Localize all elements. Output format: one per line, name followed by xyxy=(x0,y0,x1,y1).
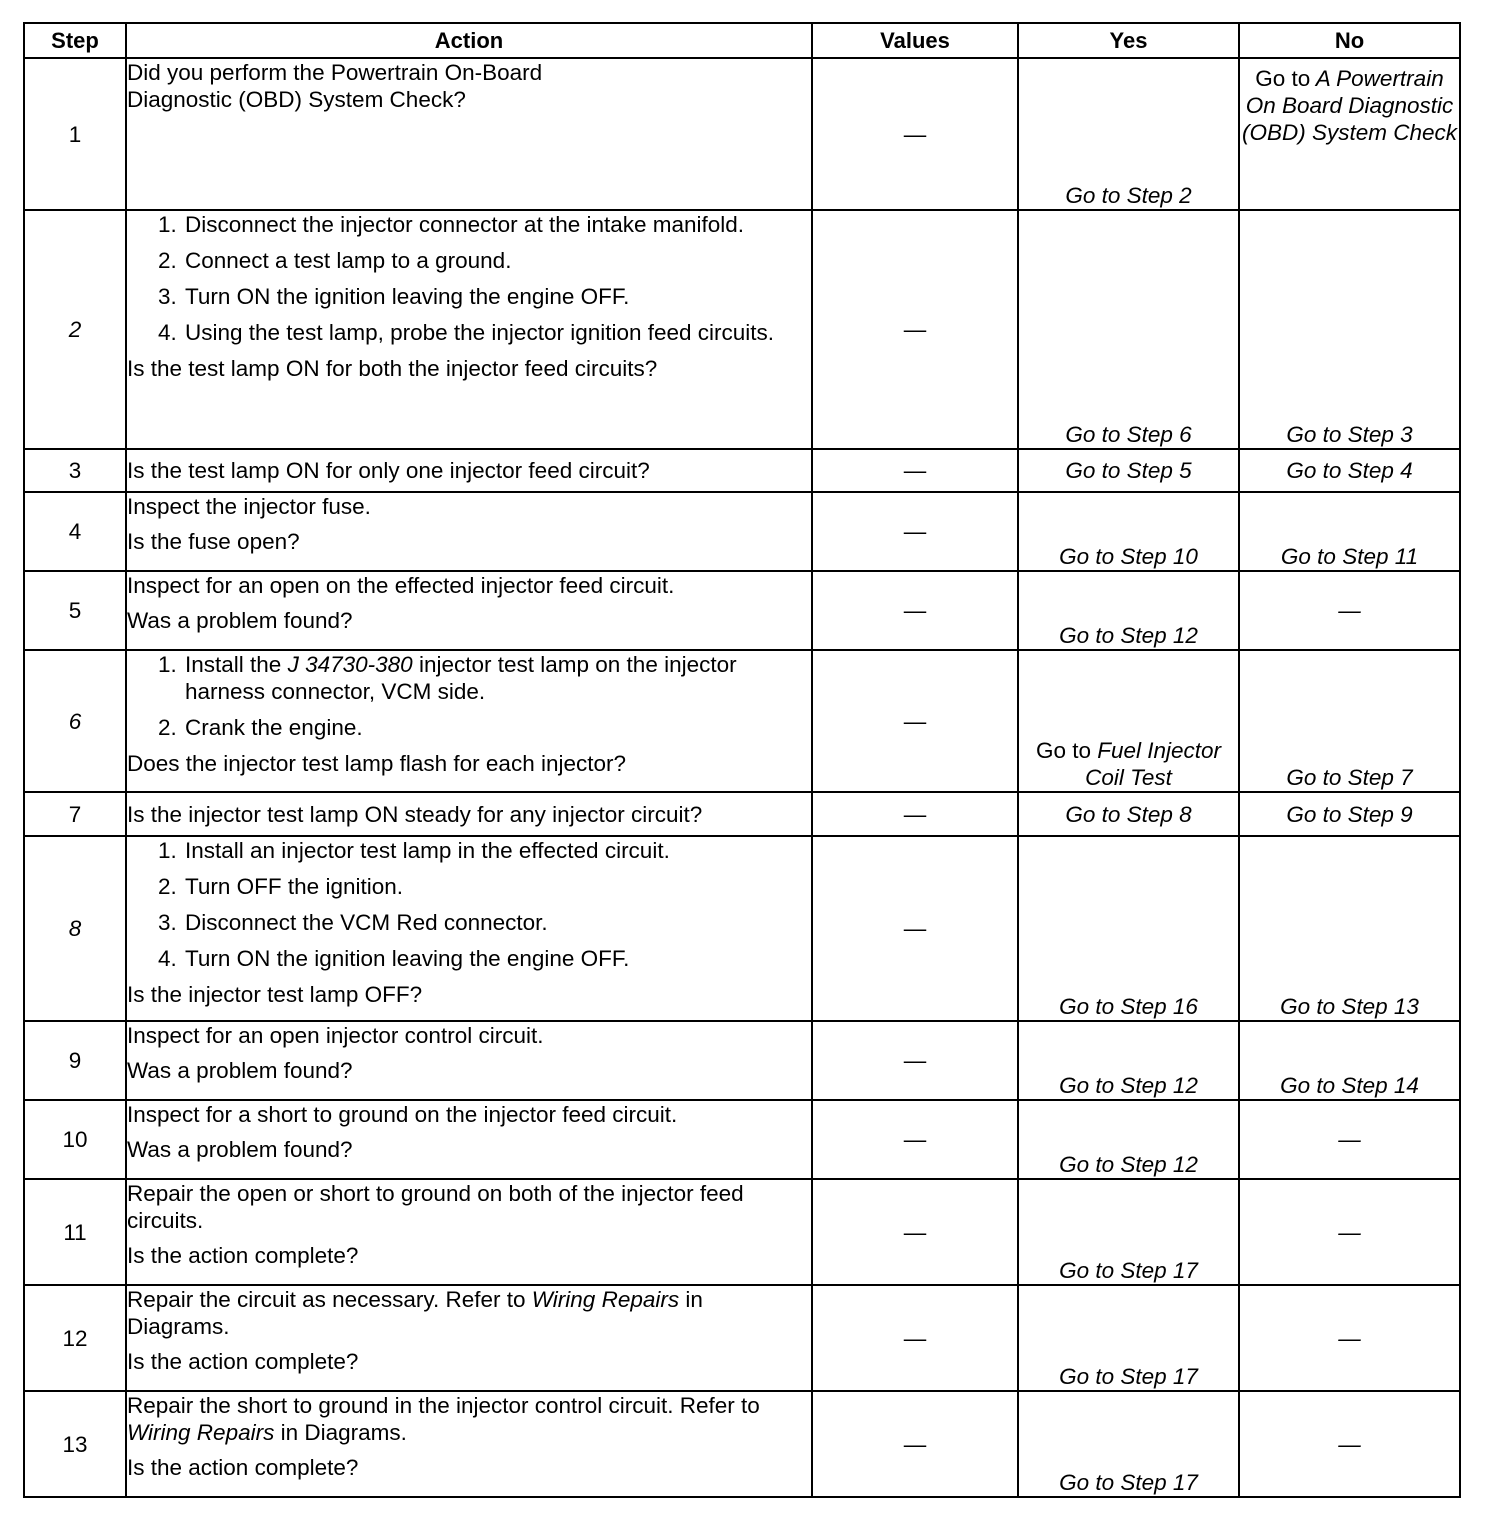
reference-link: Wiring Repairs xyxy=(531,1287,680,1312)
reference-link: Wiring Repairs xyxy=(127,1420,275,1445)
action-text: Inspect the injector fuse. xyxy=(127,494,371,519)
yes-cell: Go to Step 5 xyxy=(1018,449,1239,492)
no-cell: — xyxy=(1239,1391,1460,1497)
values-cell: — xyxy=(812,1100,1018,1179)
procedure-item: 1. Disconnect the injector connector at the intake manifold. xyxy=(183,211,811,238)
action-question: Is the test lamp ON for both the injector feed circuits? xyxy=(127,356,658,381)
values-cell: — xyxy=(812,1285,1018,1391)
text-part: in Diagrams. xyxy=(127,1287,703,1339)
values-cell: — xyxy=(812,650,1018,792)
action-text xyxy=(127,1392,811,1446)
tool-number: J 34730-380 xyxy=(287,652,413,677)
step-row-3 xyxy=(24,449,1460,492)
action-question: Is the action complete? xyxy=(127,1243,359,1268)
header-no: No xyxy=(1239,23,1460,58)
action-cell xyxy=(126,1021,812,1100)
action-question: Is the action complete? xyxy=(127,1349,359,1374)
no-cell: — xyxy=(1239,1100,1460,1179)
values-cell: — xyxy=(812,1021,1018,1100)
values-cell: — xyxy=(812,792,1018,836)
no-prefix: Go to xyxy=(1255,66,1311,91)
action-cell xyxy=(126,1285,812,1391)
yes-cell: Go to Step 12 xyxy=(1018,571,1239,650)
procedure-list xyxy=(127,651,811,741)
action-cell xyxy=(126,449,812,492)
no-cell xyxy=(1239,58,1460,210)
header-row xyxy=(24,23,1460,58)
action-text: Is the injector test lamp ON steady for any injector circuit? xyxy=(127,801,703,827)
action-cell xyxy=(126,836,812,1021)
action-cell xyxy=(126,1391,812,1497)
step-row-1 xyxy=(24,58,1460,210)
yes-cell: Go to Step 12 xyxy=(1018,1021,1239,1100)
step-number: 6 xyxy=(24,650,126,792)
yes-cell: Go to Step 6 xyxy=(1018,210,1239,449)
step-number: 7 xyxy=(24,792,126,836)
action-text: Did you perform the Powertrain On-Board Diagnostic (OBD) System Check? xyxy=(127,60,543,112)
no-cell: — xyxy=(1239,571,1460,650)
step-number: 1 xyxy=(24,58,126,210)
procedure-item: 4. Turn ON the ignition leaving the engine OFF. xyxy=(183,945,811,972)
step-number: 13 xyxy=(24,1391,126,1497)
step-number: 9 xyxy=(24,1021,126,1100)
header-action: Action xyxy=(126,23,812,58)
action-question: Is the fuse open? xyxy=(127,529,300,554)
no-cell: Go to Step 3 xyxy=(1239,210,1460,449)
action-cell xyxy=(126,792,812,836)
action-cell xyxy=(126,210,812,449)
header-step: Step xyxy=(24,23,126,58)
no-cell: Go to Step 11 xyxy=(1239,492,1460,571)
procedure-item: 2. Crank the engine. xyxy=(183,714,811,741)
step-row-13 xyxy=(24,1391,1460,1497)
action-text: Inspect for an open on the effected injector feed circuit. xyxy=(127,573,675,598)
item-text: injector test lamp on the injector harness connector, VCM side. xyxy=(185,652,737,704)
action-question: Does the injector test lamp flash for each injector? xyxy=(127,751,626,776)
diagnostic-table xyxy=(23,22,1461,1498)
values-cell: — xyxy=(812,449,1018,492)
yes-reference: Fuel Injector Coil Test xyxy=(1085,738,1222,790)
step-number: 11 xyxy=(24,1179,126,1285)
values-cell: — xyxy=(812,1179,1018,1285)
step-row-9 xyxy=(24,1021,1460,1100)
action-question: Was a problem found? xyxy=(127,1137,353,1162)
yes-prefix: Go to xyxy=(1035,738,1091,763)
yes-cell: Go to Step 2 xyxy=(1018,58,1239,210)
action-question: Is the injector test lamp OFF? xyxy=(127,982,423,1007)
no-cell: Go to Step 7 xyxy=(1239,650,1460,792)
action-question: Is the action complete? xyxy=(127,1455,359,1480)
text-part: in Diagrams. xyxy=(280,1420,407,1445)
step-number: 5 xyxy=(24,571,126,650)
step-number: 3 xyxy=(24,449,126,492)
no-cell: — xyxy=(1239,1179,1460,1285)
no-cell: Go to Step 14 xyxy=(1239,1021,1460,1100)
step-row-5 xyxy=(24,571,1460,650)
yes-cell: Go to Step 10 xyxy=(1018,492,1239,571)
action-text: Inspect for a short to ground on the injector feed circuit. xyxy=(127,1102,678,1127)
step-row-8 xyxy=(24,836,1460,1021)
header-values: Values xyxy=(812,23,1018,58)
action-text: Inspect for an open injector control circuit. xyxy=(127,1023,544,1048)
no-cell: Go to Step 4 xyxy=(1239,449,1460,492)
values-cell: — xyxy=(812,58,1018,210)
step-number: 10 xyxy=(24,1100,126,1179)
action-cell xyxy=(126,1100,812,1179)
step-row-6 xyxy=(24,650,1460,792)
step-number: 2 xyxy=(24,210,126,449)
step-row-11 xyxy=(24,1179,1460,1285)
step-row-4 xyxy=(24,492,1460,571)
yes-cell xyxy=(1018,650,1239,792)
action-cell xyxy=(126,1179,812,1285)
step-row-12 xyxy=(24,1285,1460,1391)
action-cell xyxy=(126,650,812,792)
procedure-item: 3. Turn ON the ignition leaving the engine OFF. xyxy=(183,283,811,310)
step-number: 12 xyxy=(24,1285,126,1391)
yes-cell: Go to Step 8 xyxy=(1018,792,1239,836)
no-cell: Go to Step 13 xyxy=(1239,836,1460,1021)
yes-cell: Go to Step 16 xyxy=(1018,836,1239,1021)
step-number: 4 xyxy=(24,492,126,571)
values-cell: — xyxy=(812,836,1018,1021)
text-part: Repair the circuit as necessary. Refer to xyxy=(127,1287,526,1312)
no-cell: — xyxy=(1239,1285,1460,1391)
yes-cell: Go to Step 17 xyxy=(1018,1391,1239,1497)
procedure-list xyxy=(127,837,811,972)
action-cell xyxy=(126,492,812,571)
action-question: Was a problem found? xyxy=(127,608,353,633)
procedure-list xyxy=(127,211,811,346)
values-cell: — xyxy=(812,571,1018,650)
step-row-7 xyxy=(24,792,1460,836)
values-cell: — xyxy=(812,210,1018,449)
procedure-item: 2. Turn OFF the ignition. xyxy=(183,873,811,900)
procedure-item xyxy=(183,651,811,705)
step-row-2 xyxy=(24,210,1460,449)
step-row-10 xyxy=(24,1100,1460,1179)
header-yes: Yes xyxy=(1018,23,1239,58)
yes-cell: Go to Step 17 xyxy=(1018,1285,1239,1391)
procedure-item: 4. Using the test lamp, probe the injector ignition feed circuits. xyxy=(183,319,811,346)
action-text xyxy=(127,1286,811,1340)
text-part: Repair the short to ground in the injector control circuit. Refer to xyxy=(127,1393,760,1418)
no-reference: A Powertrain On Board Diagnostic (OBD) System Check xyxy=(1241,66,1458,145)
no-cell: Go to Step 9 xyxy=(1239,792,1460,836)
item-text: Install the xyxy=(185,652,282,677)
procedure-item: 3. Disconnect the VCM Red connector. xyxy=(183,909,811,936)
values-cell: — xyxy=(812,492,1018,571)
procedure-item: 2. Connect a test lamp to a ground. xyxy=(183,247,811,274)
step-number: 8 xyxy=(24,836,126,1021)
action-cell xyxy=(126,571,812,650)
action-question: Was a problem found? xyxy=(127,1058,353,1083)
action-text: Is the test lamp ON for only one injector feed circuit? xyxy=(127,458,650,483)
values-cell: — xyxy=(812,1391,1018,1497)
action-cell xyxy=(126,58,812,210)
yes-cell: Go to Step 12 xyxy=(1018,1100,1239,1179)
yes-cell: Go to Step 17 xyxy=(1018,1179,1239,1285)
action-text: Repair the open or short to ground on both of the injector feed circuits. xyxy=(127,1181,744,1233)
procedure-item: 1. Install an injector test lamp in the effected circuit. xyxy=(183,837,811,864)
